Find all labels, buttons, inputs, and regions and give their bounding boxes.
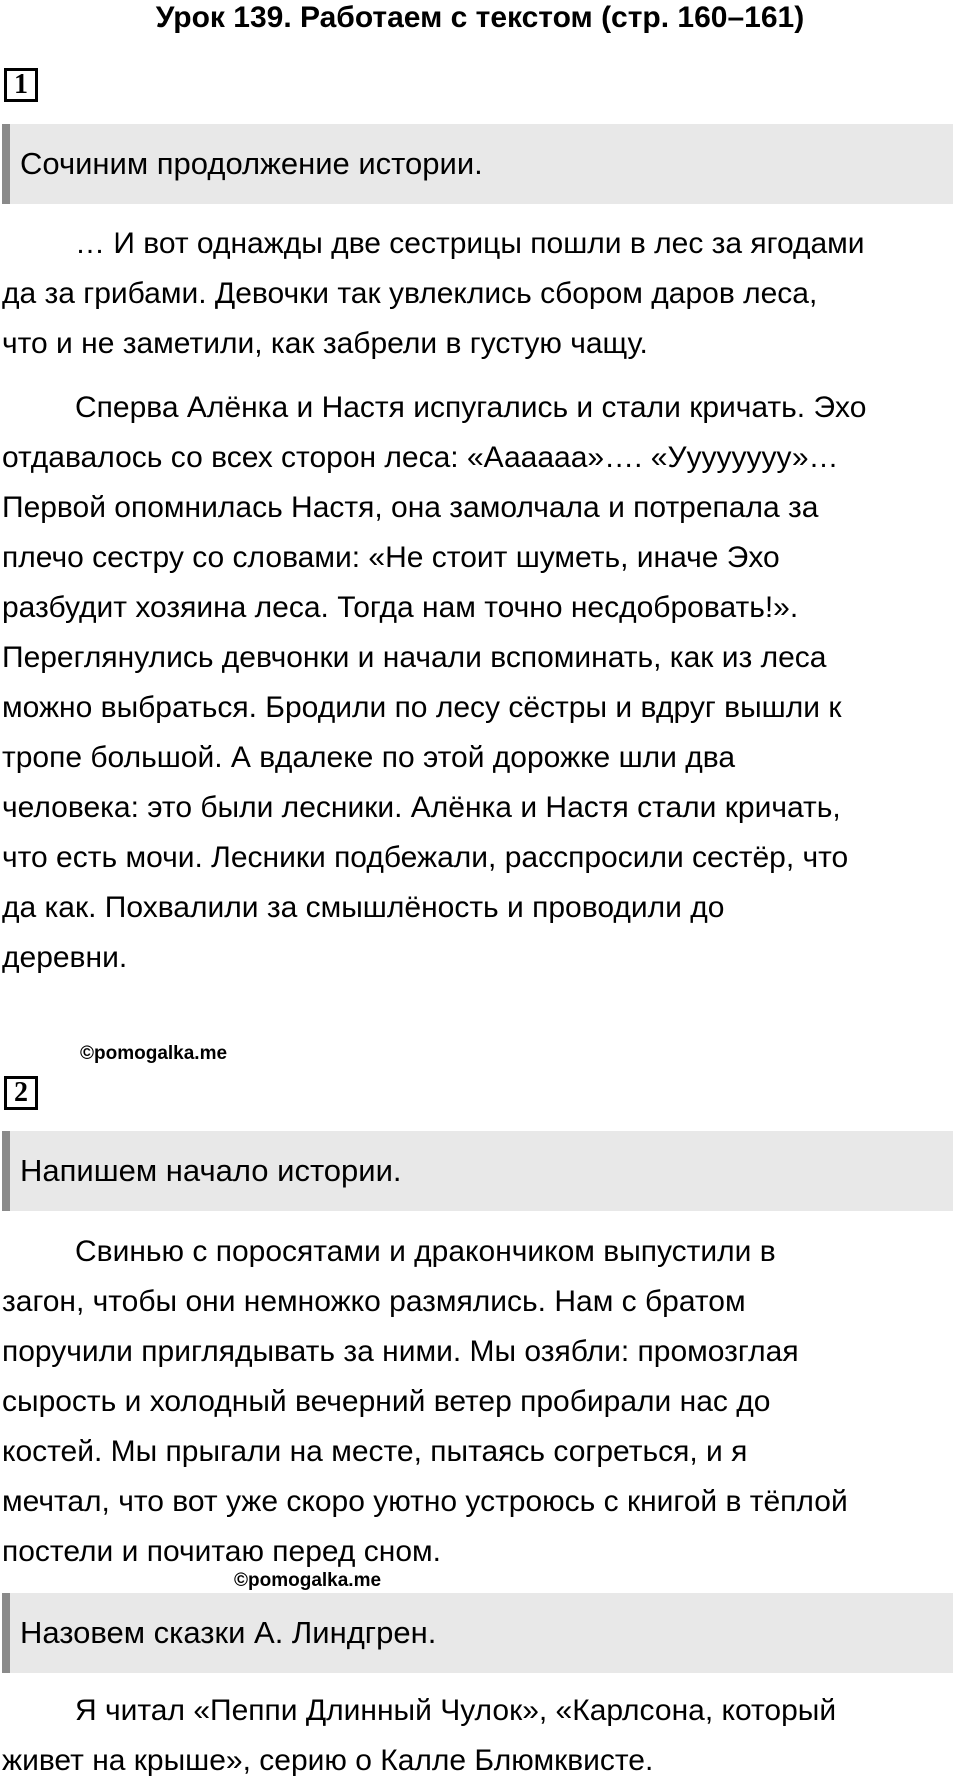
- text-line: разбудит хозяина леса. Тогда нам точно несдобровать!».: [2, 591, 799, 624]
- text-line: загон, чтобы они немножко размялись. Нам с братом: [2, 1285, 746, 1318]
- text-line: Первой опомнилась Настя, она замолчала и потрепала за: [2, 491, 819, 524]
- text-line: Переглянулись девчонки и начали вспоминать, как из леса: [2, 641, 827, 674]
- text-line: да за грибами. Девочки так увлеклись сбором даров леса,: [2, 277, 818, 310]
- task-heading-1: Сочиним продолжение истории.: [2, 124, 953, 204]
- text-line: плечо сестру со словами: «Не стоит шуметь, иначе Эхо: [2, 541, 780, 574]
- exercise-number-2: 2: [4, 1076, 38, 1110]
- text-line: да как. Похвалили за смышлёность и проводили до: [2, 891, 725, 924]
- page-title: Урок 139. Работаем с текстом (стр. 160–161): [155, 1, 805, 34]
- story-continuation-paragraph-2: [2, 383, 960, 983]
- text-line: можно выбраться. Бродили по лесу сёстры и вдруг вышли к: [2, 691, 842, 724]
- watermark: ©pomogalka.me: [80, 1043, 228, 1064]
- text-line: постели и почитаю перед сном.: [2, 1535, 441, 1568]
- story-continuation-paragraph-1: [2, 219, 960, 369]
- text-line: … И вот однажды две сестрицы пошли в лес за ягодами: [75, 227, 865, 260]
- text-line: мечтал, что вот уже скоро уютно устроюсь с книгой в тёплой: [2, 1485, 848, 1518]
- watermark: ©pomogalka.me: [234, 1570, 382, 1591]
- text-line: живет на крыше», серию о Калле Блюмквисте.: [2, 1744, 654, 1777]
- text-line: деревни.: [2, 941, 128, 974]
- text-line: костей. Мы прыгали на месте, пытаясь согреться, и я: [2, 1435, 748, 1468]
- text-line: человека: это были лесники. Алёнка и Настя стали кричать,: [2, 791, 841, 824]
- text-line: сырость и холодный вечерний ветер пробирали нас до: [2, 1385, 771, 1418]
- text-line: что есть мочи. Лесники подбежали, расспросили сестёр, что: [2, 841, 849, 874]
- text-line: что и не заметили, как забрели в густую чащу.: [2, 327, 648, 360]
- text-line: отдавалось со всех сторон леса: «Аааааа»…. «Уууууууу»…: [2, 441, 839, 474]
- task-heading-3: Назовем сказки А. Линдгрен.: [2, 1593, 953, 1673]
- exercise-number-1: 1: [4, 68, 38, 102]
- text-line: тропе большой. А вдалеке по этой дорожке шли два: [2, 741, 736, 774]
- text-line: Сперва Алёнка и Настя испугались и стали кричать. Эхо: [75, 391, 867, 424]
- lindgren-tales-paragraph: [2, 1686, 960, 1786]
- text-line: Свинью с поросятами и дракончиком выпустили в: [75, 1235, 776, 1268]
- task-heading-2: Напишем начало истории.: [2, 1131, 953, 1211]
- text-line: поручили приглядывать за ними. Мы озябли: промозглая: [2, 1335, 799, 1368]
- story-beginning-paragraph: [2, 1227, 960, 1577]
- text-line: Я читал «Пеппи Длинный Чулок», «Карлсона, который: [75, 1694, 837, 1727]
